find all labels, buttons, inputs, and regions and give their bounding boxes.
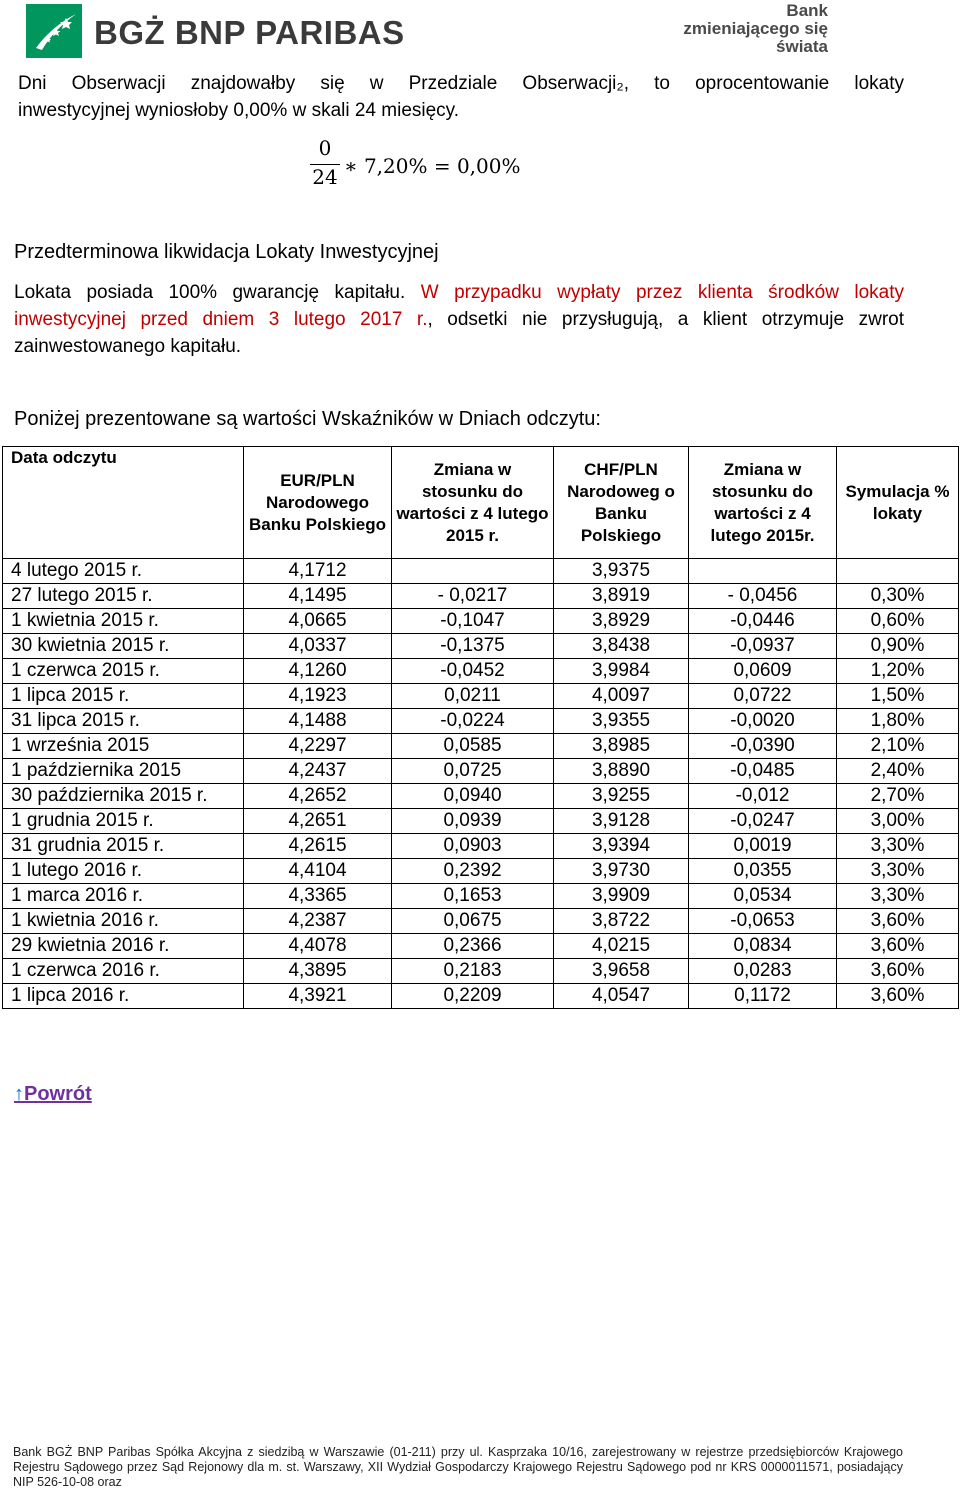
table-row [3,759,959,784]
value-cell: -0,1375 [392,634,554,659]
footer-line-2: Rejestru Sądowego przez Sąd Rejonowy dla m. st. Warszawy, XII Wydział Gospodarczy Krajowego Rejestru Sądowego pod nr KRS 0000011571, posiadający [13,1460,903,1474]
value-cell: -0,0390 [689,734,837,759]
value-cell: 0,1172 [689,984,837,1009]
table-row [3,909,959,934]
value-cell: 4,2387 [244,909,392,934]
table-row [3,709,959,734]
table-row [3,809,959,834]
value-cell: 3,8985 [554,734,689,759]
date-cell: 1 kwietnia 2016 r. [3,909,244,934]
value-cell: 4,1495 [244,584,392,609]
table-row [3,684,959,709]
table-row [3,609,959,634]
value-cell: 3,8929 [554,609,689,634]
value-cell: 3,9658 [554,959,689,984]
value-cell: 1,80% [837,709,959,734]
value-cell: 0,60% [837,609,959,634]
liquidation-line-1: Lokata posiada 100% gwarancję kapitału. W przypadku wypłaty przez klienta środków lokaty [14,282,904,303]
value-cell: 0,0675 [392,909,554,934]
footer-line-1: Bank BGŻ BNP Paribas Spółka Akcyjna z siedzibą w Warszawie (01-211) przy ul. Kasprzaka 10/16, zarejestrowany w rejestrze przedsiębiorców Krajowego [13,1445,903,1459]
value-cell: 4,1712 [244,559,392,584]
intro-line-1: Dni Obserwacji znajdowałby się w Przedziale Obserwacji₂, to oprocentowanie lokaty [18,73,904,94]
date-cell: 31 lipca 2015 r. [3,709,244,734]
table-row [3,984,959,1009]
value-cell: 0,30% [837,584,959,609]
value-cell: 4,1923 [244,684,392,709]
section-heading-liquidation: Przedterminowa likwidacja Lokaty Inwestycyjnej [14,241,439,263]
date-cell: 4 lutego 2015 r. [3,559,244,584]
value-cell: 3,9375 [554,559,689,584]
table-row [3,734,959,759]
footer-line-3: NIP 526-10-08 oraz [13,1475,122,1489]
date-cell: 1 czerwca 2015 r. [3,659,244,684]
value-cell: 3,8438 [554,634,689,659]
value-cell: 3,9355 [554,709,689,734]
table-row [3,559,959,584]
column-header: EUR/PLN Narodowego Banku Polskiego [244,447,392,559]
liquidation-line-2: inwestycyjnej przed dniem 3 lutego 2017 r., odsetki nie przysługują, a klient otrzymuje zwrot [14,309,904,330]
value-cell: 0,0609 [689,659,837,684]
value-cell: 2,70% [837,784,959,809]
table-row [3,634,959,659]
date-cell: 1 grudnia 2015 r. [3,809,244,834]
value-cell: -0,0452 [392,659,554,684]
value-cell: 4,2615 [244,834,392,859]
table-heading: Poniżej prezentowane są wartości Wskaźników w Dniach odczytu: [14,408,601,430]
value-cell: 3,9128 [554,809,689,834]
value-cell: 4,0215 [554,934,689,959]
value-cell: 2,40% [837,759,959,784]
formula-denominator: 24 [312,165,338,189]
formula-rest: ∗ 7,20% = 0,00% [344,154,521,178]
value-cell: 3,60% [837,934,959,959]
value-cell: -0,0020 [689,709,837,734]
back-link[interactable] [14,1083,92,1106]
date-cell: 27 lutego 2015 r. [3,584,244,609]
value-cell: 3,9909 [554,884,689,909]
value-cell: 0,0903 [392,834,554,859]
table-row [3,784,959,809]
date-cell: 1 kwietnia 2015 r. [3,609,244,634]
value-cell: 0,0585 [392,734,554,759]
value-cell: 4,4104 [244,859,392,884]
value-cell [689,559,837,584]
value-cell: 3,8722 [554,909,689,934]
value-cell: 0,0283 [689,959,837,984]
column-header: CHF/PLN Narodoweg o Banku Polskiego [554,447,689,559]
value-cell: 0,2392 [392,859,554,884]
column-header: Zmiana w stosunku do wartości z 4 lutego 2015r. [689,447,837,559]
date-cell: 31 grudnia 2015 r. [3,834,244,859]
value-cell: 4,0337 [244,634,392,659]
value-cell: 3,9394 [554,834,689,859]
value-cell: -0,0653 [689,909,837,934]
value-cell: -0,0247 [689,809,837,834]
formula-numerator: 0 [318,136,332,160]
date-cell: 1 lipca 2016 r. [3,984,244,1009]
indicator-table [2,446,959,1009]
date-cell: 1 września 2015 [3,734,244,759]
value-cell: 3,9255 [554,784,689,809]
value-cell: 0,0939 [392,809,554,834]
value-cell: 4,2652 [244,784,392,809]
date-cell: 1 października 2015 [3,759,244,784]
value-cell: 0,0355 [689,859,837,884]
value-cell: - 0,0217 [392,584,554,609]
value-cell: 0,0534 [689,884,837,909]
value-cell: 3,60% [837,909,959,934]
value-cell: 4,3895 [244,959,392,984]
value-cell: 0,0722 [689,684,837,709]
value-cell: 3,30% [837,884,959,909]
value-cell: 3,8890 [554,759,689,784]
value-cell: 0,0940 [392,784,554,809]
table-row [3,834,959,859]
value-cell: 4,0665 [244,609,392,634]
value-cell: 0,2183 [392,959,554,984]
value-cell: 4,0547 [554,984,689,1009]
value-cell: -0,1047 [392,609,554,634]
value-cell: 4,2651 [244,809,392,834]
value-cell: 0,0211 [392,684,554,709]
value-cell: -0,0224 [392,709,554,734]
column-header: Zmiana w stosunku do wartości z 4 lutego 2015 r. [392,447,554,559]
liquidation-line-3: zainwestowanego kapitału. [14,336,242,357]
intro-line-2: inwestycyjnej wyniosłoby 0,00% w skali 24 miesięcy. [18,100,460,121]
value-cell: - 0,0456 [689,584,837,609]
date-cell: 30 kwietnia 2015 r. [3,634,244,659]
logo-text: BGŻ BNP PARIBAS [94,14,405,51]
column-header: Symulacja % lokaty [837,447,959,559]
table-header-row [3,447,959,559]
footer [13,1445,903,1490]
value-cell: 3,9984 [554,659,689,684]
table-row [3,934,959,959]
table-row [3,859,959,884]
value-cell: 4,3921 [244,984,392,1009]
value-cell: 3,60% [837,959,959,984]
table-row [3,659,959,684]
date-cell: 1 czerwca 2016 r. [3,959,244,984]
value-cell: 4,0097 [554,684,689,709]
value-cell [392,559,554,584]
value-cell: 0,2366 [392,934,554,959]
value-cell: -0,012 [689,784,837,809]
value-cell: 4,3365 [244,884,392,909]
date-cell: 1 marca 2016 r. [3,884,244,909]
value-cell: 0,0019 [689,834,837,859]
value-cell: 3,9730 [554,859,689,884]
value-cell: 3,00% [837,809,959,834]
value-cell: 3,30% [837,859,959,884]
value-cell: 3,8919 [554,584,689,609]
logo-stars-icon [26,4,82,58]
value-cell: 0,1653 [392,884,554,909]
value-cell: 2,10% [837,734,959,759]
value-cell: 4,1260 [244,659,392,684]
value-cell: 0,0725 [392,759,554,784]
date-cell: 30 października 2015 r. [3,784,244,809]
arrow-up-icon: ↑ [14,1083,24,1105]
value-cell: 4,1488 [244,709,392,734]
value-cell: 4,2297 [244,734,392,759]
value-cell: 0,0834 [689,934,837,959]
date-cell: 1 lutego 2016 r. [3,859,244,884]
value-cell: 1,20% [837,659,959,684]
value-cell: 4,4078 [244,934,392,959]
value-cell: 1,50% [837,684,959,709]
value-cell: 0,90% [837,634,959,659]
value-cell: -0,0446 [689,609,837,634]
table-row [3,959,959,984]
tagline: Bank zmieniającego się świata [683,1,828,56]
date-cell: 29 kwietnia 2016 r. [3,934,244,959]
column-header: Data odczytu [3,447,244,559]
value-cell: 4,2437 [244,759,392,784]
date-cell: 1 lipca 2015 r. [3,684,244,709]
value-cell: -0,0937 [689,634,837,659]
value-cell: 3,60% [837,984,959,1009]
value-cell: -0,0485 [689,759,837,784]
value-cell: 3,30% [837,834,959,859]
back-link-label: Powrót [24,1083,92,1105]
table-row [3,584,959,609]
value-cell: 0,2209 [392,984,554,1009]
table-row [3,884,959,909]
value-cell [837,559,959,584]
